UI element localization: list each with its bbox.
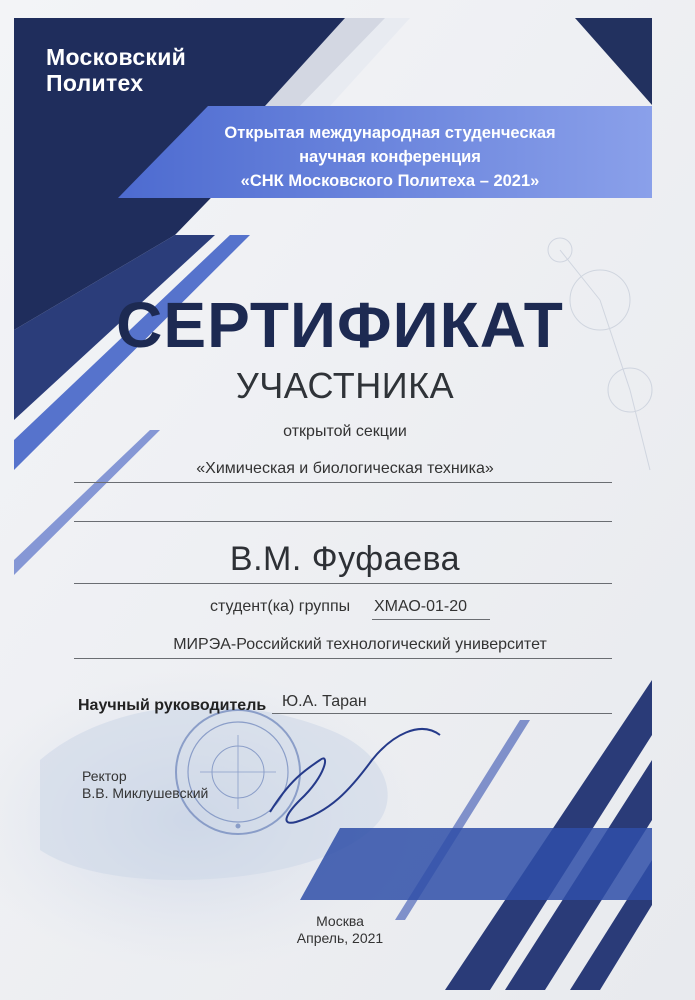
conference-title-line1: Открытая международная студенческая — [224, 124, 556, 142]
university-rule — [74, 658, 612, 659]
section-rule-top — [74, 482, 612, 483]
supervisor-rule — [272, 713, 612, 714]
bottom-blue-band — [300, 828, 652, 900]
city: Москва — [316, 913, 364, 929]
group-value: ХМАО-01-20 — [374, 598, 468, 615]
section-label: открытой секции — [283, 423, 407, 440]
rector-name: В.В. Миклушевский — [82, 785, 209, 801]
group-label: студент(ка) группы — [210, 598, 351, 615]
university-name: МИРЭА-Российский технологический университет — [173, 636, 547, 653]
conference-title-line2: научная конференция — [299, 148, 481, 166]
rector-label: Ректор — [82, 768, 127, 784]
group-rule — [372, 619, 490, 620]
logo-line1: Московский — [46, 44, 187, 70]
date: Апрель, 2021 — [296, 930, 384, 946]
name-rule — [74, 583, 612, 584]
supervisor-name: Ю.А. Таран — [282, 693, 367, 710]
logo-line2: Политех — [46, 70, 144, 96]
supervisor-label: Научный руководитель — [78, 697, 267, 714]
participant-name: В.М. Фуфаева — [229, 540, 461, 578]
section-name: «Химическая и биологическая техника» — [196, 460, 494, 477]
section-rule-bottom — [74, 521, 612, 522]
conference-title-line3: «СНК Московского Политеха – 2021» — [240, 172, 540, 190]
certificate-title: СЕРТИФИКАТ — [116, 289, 564, 361]
certificate-subtitle: УЧАСТНИКА — [235, 365, 455, 406]
